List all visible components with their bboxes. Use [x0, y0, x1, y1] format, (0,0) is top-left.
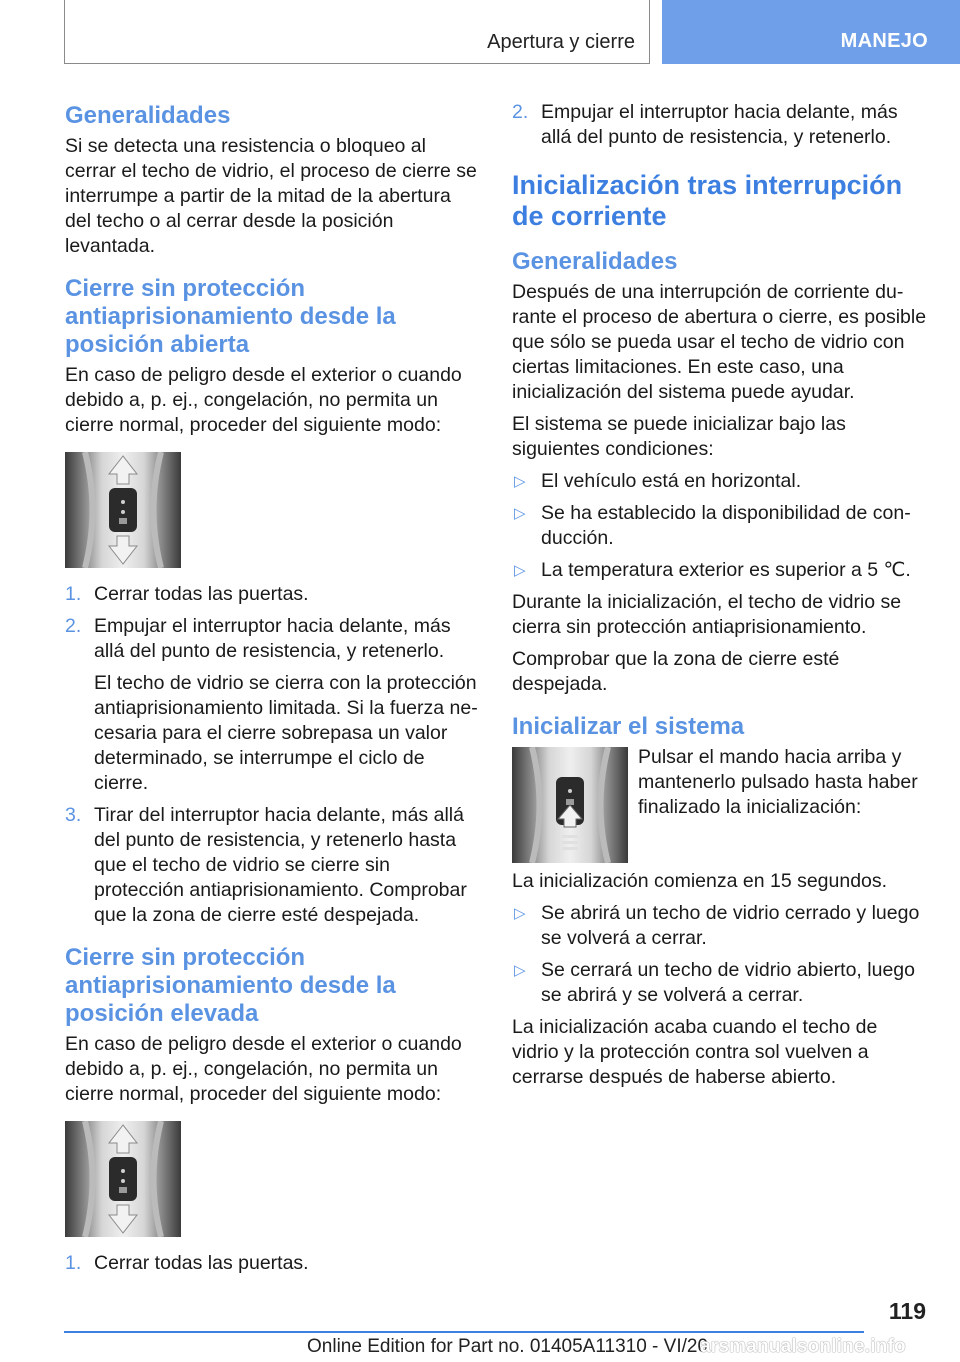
switch-photo-init: [512, 747, 628, 863]
heading-generalidades-right: Generalidades: [512, 248, 678, 275]
chapter-tab: [662, 0, 960, 64]
condition-item: [512, 558, 927, 583]
press-instruction: [512, 745, 927, 863]
condition-text: Se ha establecido la disponibilidad de conducción.: [541, 502, 911, 549]
heading-initialization: Inicialización tras interrupción de corriente: [512, 170, 903, 231]
switch-photo-open: [65, 452, 181, 568]
step-text: Cerrar todas las puertas.: [94, 583, 309, 605]
paragraph-press: Pulsar el mando hacia arriba y mantenerlo pulsado hasta haber finalizado la inicialización:: [638, 746, 918, 818]
heading-closing-open: Cierre sin protección antiaprisionamiento desde la posición abierta: [65, 275, 396, 358]
triangle-bullet-icon: ▷: [514, 962, 526, 979]
sequence-item: [512, 958, 927, 1008]
step-note: El techo de vidrio se cierra con la protección antiaprisionamiento limitada. Si la fuerza necesaria para el cierre sobrepasa un valor determinado, se interrumpe el ciclo de cierre.: [94, 672, 478, 794]
chapter-title: MANEJO: [840, 30, 928, 52]
left-column: [65, 100, 480, 1283]
right-column: [512, 100, 927, 1097]
step-text: Empujar el interruptor hacia delante, más allá del punto de resistencia, y retenerlo.: [541, 101, 898, 148]
step-item: [65, 1251, 480, 1276]
edition-text: Online Edition for Part no. 01405A11310 - VI/20: [307, 1336, 709, 1357]
step-item: [65, 614, 480, 796]
step-text: Cerrar todas las puertas.: [94, 1252, 309, 1274]
page-number: 119: [888, 1298, 926, 1324]
paragraph-closing-raised: En caso de peligro desde el exterior o cuando debido a, p. ej., congelación, no permita un cierre normal, proceder del siguiente modo:: [65, 1033, 462, 1105]
page-header: [0, 0, 960, 66]
triangle-bullet-icon: ▷: [514, 505, 526, 522]
step-number: 3.: [65, 804, 82, 826]
triangle-bullet-icon: ▷: [514, 473, 526, 490]
step-number: 2.: [65, 615, 82, 637]
condition-item: [512, 469, 927, 494]
heading-initialize-system: Inicializar el sistema: [512, 713, 745, 740]
sequence-item: [512, 901, 927, 951]
heading-generalidades: Generalidades: [65, 102, 231, 129]
section-title: Apertura y cierre: [487, 31, 635, 53]
triangle-bullet-icon: ▷: [514, 905, 526, 922]
step-item: [65, 803, 480, 928]
step-item: [65, 582, 480, 607]
paragraph-general: Si se detecta una resistencia o bloqueo al cerrar el techo de vidrio, el proceso de cierre se interrumpe a partir de la mitad de la abertura del techo o al cerrar desde la posición levantada.: [65, 135, 477, 257]
paragraph-closing-open: En caso de peligro desde el exterior o cuando debido a, p. ej., congelación, no permita un cierre normal, proceder del siguiente modo:: [65, 364, 462, 436]
sequence-text: Se cerrará un techo de vidrio abierto, luego se abrirá y se volverá a cerrar.: [541, 959, 915, 1006]
paragraph-ends: La inicialización acaba cuando el techo de vidrio y la protección contra sol vuelven a cerrarse después de haberse abierto.: [512, 1016, 878, 1088]
step-number: 1.: [65, 1252, 82, 1274]
condition-item: [512, 501, 927, 551]
step-item: [512, 100, 927, 150]
paragraph-starts: La inicialización comienza en 15 segundos.: [512, 870, 888, 892]
paragraph-during: Durante la inicialización, el techo de vidrio se cierra sin protección antiaprisionamiento.: [512, 591, 902, 638]
step-number: 1.: [65, 583, 82, 605]
footer-divider: [64, 1331, 864, 1333]
paragraph-general-2: El sistema se puede inicializar bajo las siguientes condiciones:: [512, 413, 846, 460]
paragraph-general-1: Después de una interrupción de corriente durante el proceso de abertura o cierre, es posible que sólo se pueda usar el techo de vidrio con ciertas limitaciones. En este caso, una inicialización del sistema puede ayudar.: [512, 281, 927, 403]
triangle-bullet-icon: ▷: [514, 562, 526, 579]
condition-text: La temperatura exterior es superior a 5 ℃.: [541, 559, 911, 581]
step-text: Empujar el interruptor hacia delante, más allá del punto de resistencia, y retenerlo.: [94, 615, 451, 662]
heading-closing-raised: Cierre sin protección antiaprisionamiento desde la posición elevada: [65, 944, 396, 1027]
paragraph-check: Comprobar que la zona de cierre esté despejada.: [512, 648, 840, 695]
watermark-text: arsmanualsonline.info: [700, 1336, 906, 1357]
condition-text: El vehículo está en horizontal.: [541, 470, 802, 492]
step-number: 2.: [512, 101, 529, 123]
sequence-text: Se abrirá un techo de vidrio cerrado y luego se volverá a cerrar.: [541, 902, 920, 949]
step-text: Tirar del interruptor hacia delante, más allá del punto de resistencia, y retenerlo hasta que el techo de vidrio se cierre sin protección antiaprisionamiento. Comprobar que la zona de cierre esté despejada.: [94, 804, 467, 926]
section-tab: [64, 0, 650, 64]
switch-photo-raised: [65, 1121, 181, 1237]
